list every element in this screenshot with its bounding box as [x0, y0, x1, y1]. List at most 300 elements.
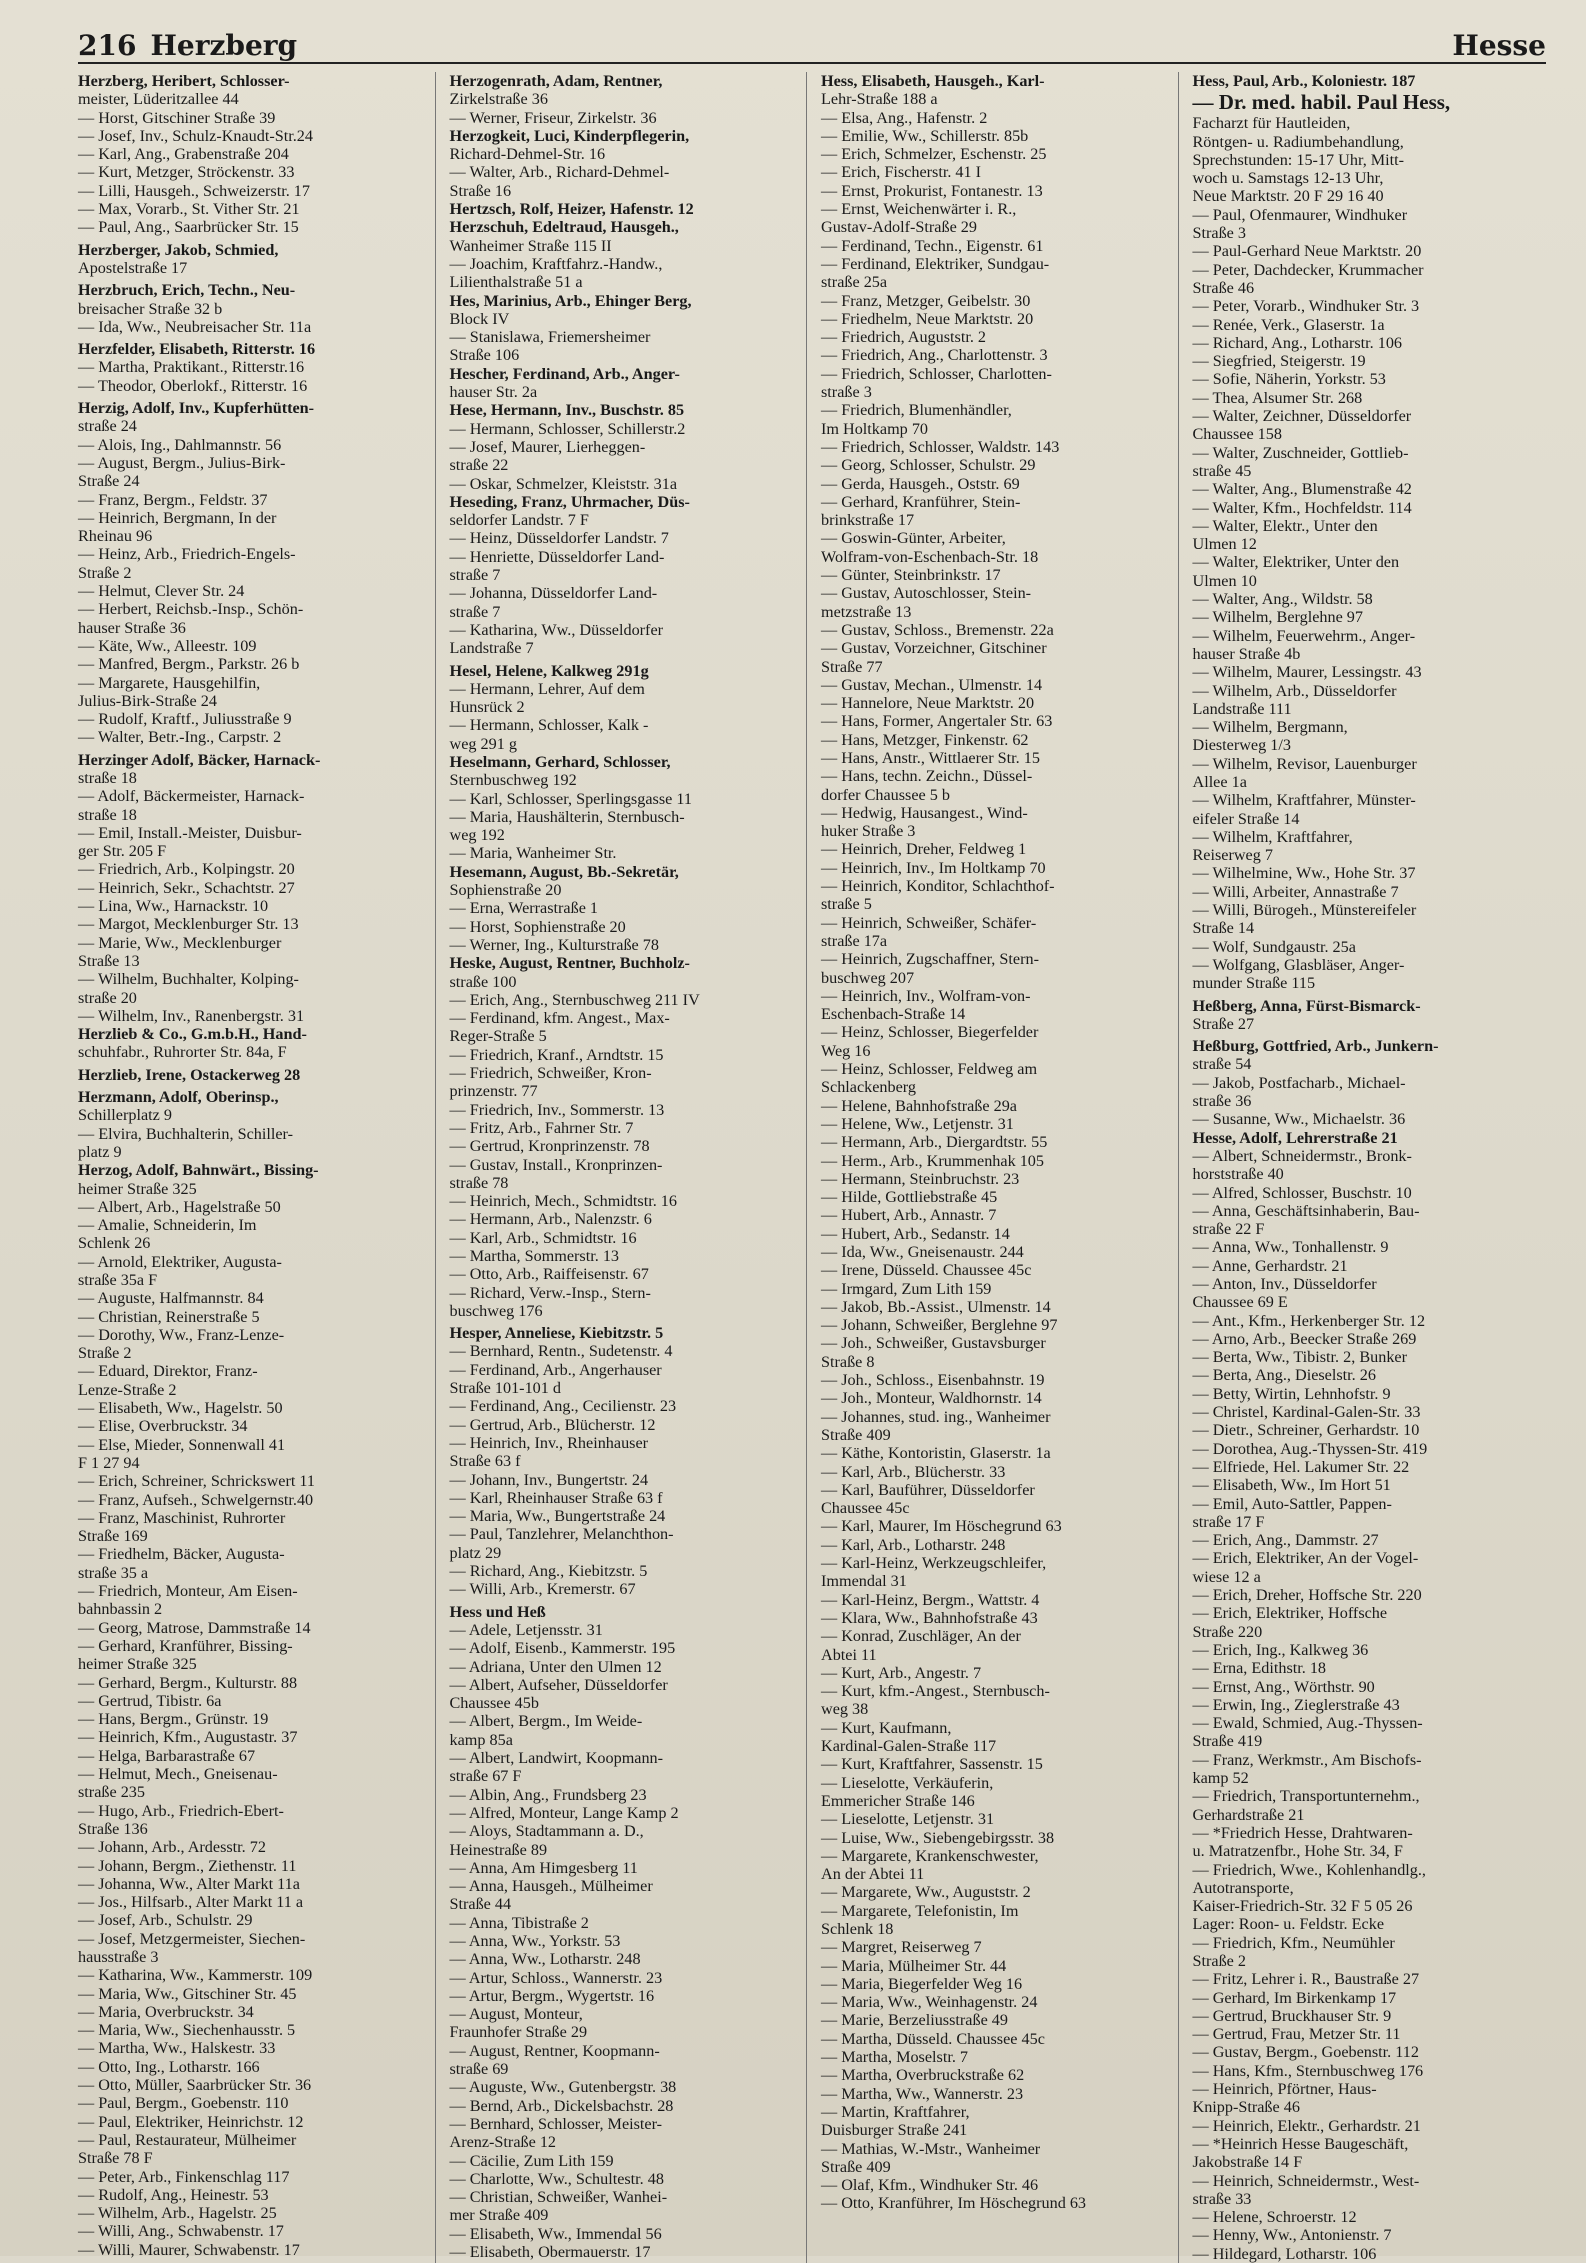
directory-entry: — Martha, Moselstr. 7: [821, 2048, 969, 2067]
directory-entry: — Elisabeth, Ww., Im Hort 51: [1192, 1476, 1391, 1495]
directory-entry: — Friedrich, Schlosser, Charlotten-: [821, 364, 1052, 383]
directory-entry: — Rudolf, Ang., Heinestr. 53: [78, 2185, 269, 2204]
directory-entry: — Martha, Ww., Wannerstr. 23: [821, 2084, 1024, 2103]
directory-entry: — Maria, Mülheimer Str. 44: [821, 1956, 1007, 1975]
directory-entry: — Lieselotte, Letjenstr. 31: [821, 1810, 995, 1829]
directory-entry: — Hans, techn. Zeichn., Düssel-: [821, 767, 1033, 786]
directory-entry: — Gertrud, Tibistr. 6a: [78, 1691, 222, 1710]
directory-entry: — Erich, Elektriker, Hoffsche: [1192, 1604, 1388, 1623]
directory-entry: — Heinrich, Schweißer, Schäfer-: [821, 913, 1037, 932]
directory-entry: — Adriana, Unter den Ulmen 12: [449, 1657, 662, 1676]
directory-entry: Arenz-Straße 12: [449, 2133, 557, 2152]
directory-entry: Straße 136: [78, 1819, 148, 1838]
directory-entry: straße 17a: [821, 931, 888, 950]
directory-entry: — Gerhard, Im Birkenkamp 17: [1192, 1988, 1397, 2007]
directory-entry: Landstraße 7: [449, 639, 534, 658]
directory-entry: Lenze-Straße 2: [78, 1380, 177, 1399]
directory-entry: woch u. Samstags 12-13 Uhr,: [1192, 169, 1384, 188]
directory-entry: — Anna, Geschäftsinhaberin, Bau-: [1192, 1201, 1420, 1220]
directory-entry: Hesper, Anneliese, Kiebitzstr. 5: [449, 1324, 664, 1343]
directory-entry: — Gustav, Bergm., Goebenstr. 112: [1192, 2043, 1419, 2062]
directory-entry: — Hans, Bergm., Grünstr. 19: [78, 1710, 269, 1729]
directory-entry: — Berta, Ang., Dieselstr. 26: [1192, 1366, 1376, 1385]
directory-entry: straße 45: [1192, 461, 1252, 480]
directory-entry: — Karl, Maurer, Im Höschegrund 63: [821, 1517, 1062, 1536]
directory-entry: — Artur, Bergm., Wygertstr. 16: [449, 1986, 655, 2005]
directory-entry: — Maria, Haushälterin, Sternbusch-: [449, 807, 685, 826]
directory-entry: — Willi, Bürogeh., Münstereifeler: [1192, 901, 1417, 920]
directory-entry: — Paul-Gerhard Neue Marktstr. 20: [1192, 242, 1422, 261]
directory-entry: bahnbassin 2: [78, 1600, 163, 1619]
directory-entry: Neue Marktstr. 20 F 29 16 40: [1192, 187, 1384, 206]
directory-entry: straße 54: [1192, 1055, 1252, 1074]
directory-entry: — Josef, Metzgermeister, Siechen-: [78, 1929, 306, 1948]
directory-entry: Block IV: [449, 309, 510, 328]
directory-entry: straße 69: [449, 2060, 509, 2079]
directory-entry: — Emil, Auto-Sattler, Pappen-: [1192, 1494, 1392, 1513]
directory-entry: — Hermann, Lehrer, Auf dem: [449, 679, 645, 698]
directory-entry: straße 33: [1192, 2189, 1252, 2208]
directory-entry: — Ferdinand, Elektriker, Sundgau-: [821, 254, 1050, 273]
directory-entry: — Johann, Inv., Bungertstr. 24: [449, 1470, 649, 1489]
directory-entry: — Kurt, Kaufmann,: [821, 1718, 952, 1737]
directory-entry: — August, Bergm., Julius-Birk-: [78, 453, 286, 472]
directory-entry: — Franz, Maschinist, Ruhrorter: [78, 1508, 286, 1527]
directory-entry: — Hermann, Arb., Diergardtstr. 55: [821, 1133, 1048, 1152]
directory-entry: Heseding, Franz, Uhrmacher, Düs-: [449, 492, 690, 511]
directory-entry: — Luise, Ww., Siebengebirgsstr. 38: [821, 1828, 1055, 1847]
directory-entry: Ulmen 10: [1192, 571, 1257, 590]
directory-entry: — Josef, Inv., Schulz-Knaudt-Str.24: [78, 126, 313, 145]
directory-entry: — Katharina, Ww., Kammerstr. 109: [78, 1966, 313, 1985]
directory-entry: straße 3: [821, 383, 872, 402]
directory-entry: Straße 16: [449, 181, 512, 200]
directory-entry: Kaiser-Friedrich-Str. 32 F 5 05 26: [1192, 1897, 1413, 1916]
directory-entry: — Heinrich, Sekr., Schachtstr. 27: [78, 878, 295, 897]
directory-entry: — Margarete, Hausgehilfin,: [78, 673, 261, 692]
directory-entry: brinkstraße 17: [821, 511, 915, 530]
directory-entry: Jakobstraße 14 F: [1192, 2153, 1303, 2172]
directory-entry: — Maria, Ww., Bungertstraße 24: [449, 1507, 666, 1526]
directory-entry: Herzinger Adolf, Bäcker, Harnack-: [78, 750, 321, 769]
directory-entry: — Anna, Ww., Lotharstr. 248: [449, 1950, 641, 1969]
directory-entry: — Joh., Schloss., Eisenbahnstr. 19: [821, 1371, 1045, 1390]
directory-entry: Straße 106: [449, 346, 520, 365]
directory-entry: kamp 85a: [449, 1730, 513, 1749]
directory-entry: — Horst, Gitschiner Straße 39: [78, 108, 276, 127]
header-left: [78, 29, 311, 62]
directory-entry: — Helene, Ww., Letjenstr. 31: [821, 1114, 1014, 1133]
directory-entry: — Willi, Ang., Schwabenstr. 17: [78, 2222, 284, 2241]
directory-entry: — Maria, Ww., Gitschiner Str. 45: [78, 1984, 297, 2003]
directory-entry: — Hans, Metzger, Finkenstr. 62: [821, 730, 1029, 749]
directory-entry: — Franz, Metzger, Geibelstr. 30: [821, 291, 1031, 310]
directory-entry: — Amalie, Schneiderin, Im: [78, 1216, 257, 1235]
directory-entry: — Erich, Ang., Sternbuschweg 211 IV: [449, 990, 700, 1009]
directory-entry: — Heinrich, Kfm., Augustastr. 37: [78, 1728, 298, 1747]
directory-entry: — Johann, Bergm., Ziethenstr. 11: [78, 1856, 297, 1875]
directory-entry: — Artur, Schloss., Wannerstr. 23: [449, 1968, 663, 1987]
directory-entry: — Maria, Ww., Siechenhausstr. 5: [78, 2021, 296, 2040]
directory-entry: Straße 409: [821, 1425, 891, 1444]
directory-entry: — Gustav, Install., Kronprinzen-: [449, 1155, 663, 1174]
directory-entry: — Heinz, Düsseldorfer Landstr. 7: [449, 529, 669, 548]
directory-entry: — Adele, Letjensstr. 31: [449, 1620, 603, 1639]
directory-entry: — Albert, Aufseher, Düsseldorfer: [449, 1675, 668, 1694]
directory-entry: — Otto, Müller, Saarbrücker Str. 36: [78, 2076, 312, 2095]
directory-entry: — Otto, Arb., Raiffeisenstr. 67: [449, 1265, 649, 1284]
directory-entry: — Bernhard, Schlosser, Meister-: [449, 2114, 663, 2133]
directory-entry: straße 22 F: [1192, 1220, 1265, 1239]
directory-entry: Hess, Paul, Arb., Koloniestr. 187: [1192, 72, 1416, 90]
directory-entry: — Joachim, Kraftfahrz.-Handw.,: [449, 254, 663, 273]
directory-entry: — Georg, Matrose, Dammstraße 14: [78, 1618, 311, 1637]
directory-entry: — Gustav, Schloss., Bremenstr. 22a: [821, 620, 1054, 639]
directory-entry: — Anna, Ww., Tonhallenstr. 9: [1192, 1238, 1389, 1257]
directory-entry: — Willi, Maurer, Schwabenstr. 17: [78, 2240, 300, 2259]
directory-entry: — Gerhard, Kranführer, Bissing-: [78, 1636, 293, 1655]
directory-entry: — Henriette, Düsseldorfer Land-: [449, 547, 665, 566]
directory-entry: hausstraße 3: [78, 1947, 159, 1966]
directory-entry: — Charlotte, Ww., Schultestr. 48: [449, 2169, 664, 2188]
directory-entry: — Erich, Fischerstr. 41 I: [821, 163, 982, 182]
directory-entry: straße 24: [78, 417, 137, 436]
column-4: [1187, 72, 1551, 2263]
directory-entry: — Siegfried, Steigerstr. 19: [1192, 352, 1366, 371]
directory-entry: — Cäcilie, Zum Lith 159: [449, 2151, 614, 2170]
page-header: [78, 14, 1546, 64]
directory-entry: — Friedrich, Schlosser, Waldstr. 143: [821, 437, 1060, 456]
directory-entry: Straße 2: [78, 563, 132, 582]
directory-entry: Heßberg, Anna, Fürst-Bismarck-: [1192, 996, 1421, 1015]
directory-entry: — Konrad, Zuschläger, An der: [821, 1627, 1021, 1646]
directory-entry: Sophienstraße 20: [449, 881, 562, 900]
directory-entry: — Ferdinand, Arb., Angerhauser: [449, 1360, 662, 1379]
directory-entry: eifeler Straße 14: [1192, 809, 1300, 828]
directory-entry: metzstraße 13: [821, 602, 912, 621]
directory-entry: Wanheimer Straße 115 II: [449, 236, 612, 255]
directory-entry: straße 67 F: [449, 1767, 522, 1786]
directory-entry: Straße 63 f: [449, 1452, 521, 1471]
directory-entry: — Auguste, Halfmannstr. 84: [78, 1289, 264, 1308]
directory-entry: — Kurt, kfm.-Angest., Sternbusch-: [821, 1682, 1050, 1701]
directory-entry: Röntgen- u. Radiumbehandlung,: [1192, 132, 1404, 151]
directory-entry: Herzogkeit, Luci, Kinderpflegerin,: [449, 126, 690, 145]
header-right-title: Hesse: [1452, 29, 1546, 62]
directory-entry: — Wolf, Sundgaustr. 25a: [1192, 937, 1356, 956]
directory-entry: — Erwin, Ing., Zieglerstraße 43: [1192, 1695, 1400, 1714]
directory-entry: — Johanna, Ww., Alter Markt 11a: [78, 1874, 300, 1893]
directory-entry: — Friedrich, Wwe., Kohlenhandlg.,: [1192, 1860, 1426, 1879]
directory-entry: horststraße 40: [1192, 1165, 1284, 1184]
directory-entry: An der Abtei 11: [821, 1865, 925, 1884]
directory-entry: — Hans, Anstr., Wittlaerer Str. 15: [821, 748, 1040, 767]
directory-entry: — Goswin-Günter, Arbeiter,: [821, 529, 1006, 548]
directory-entry: — Albert, Schneidermstr., Bronk-: [1192, 1146, 1412, 1165]
directory-entry: — Heinrich, Bergmann, In der: [78, 508, 277, 527]
directory-entry: Herzig, Adolf, Inv., Kupferhütten-: [78, 399, 315, 418]
directory-entry: — Wilhelm, Arb., Düsseldorfer: [1192, 681, 1397, 700]
directory-entry: — Christian, Reinerstraße 5: [78, 1307, 260, 1326]
directory-entry: — Margarete, Telefonistin, Im: [821, 1901, 1019, 1920]
directory-entry: — Wilhelm, Feuerwehrm., Anger-: [1192, 626, 1416, 645]
directory-entry: — Käte, Ww., Alleestr. 109: [78, 636, 257, 655]
directory-entry: Straße 46: [1192, 278, 1255, 297]
directory-entry: — Anne, Gerhardstr. 21: [1192, 1256, 1348, 1275]
directory-entry: Wolfram-von-Eschenbach-Str. 18: [821, 547, 1039, 566]
directory-entry: Ulmen 12: [1192, 535, 1257, 554]
directory-entry: — Adolf, Bäckermeister, Harnack-: [78, 787, 305, 806]
directory-entry: — Paul, Elektriker, Heinrichstr. 12: [78, 2112, 304, 2131]
directory-entry: schuhfabr., Ruhrorter Str. 84a, F: [78, 1043, 287, 1062]
directory-entry: — Elfriede, Hel. Lakumer Str. 22: [1192, 1457, 1410, 1476]
directory-entry: — Betty, Wirtin, Lehnhofstr. 9: [1192, 1384, 1391, 1403]
directory-entry: — Stanislawa, Friemersheimer: [449, 328, 651, 347]
directory-entry: — Elsa, Ang., Hafenstr. 2: [821, 108, 988, 127]
directory-entry: — Jos., Hilfsarb., Alter Markt 11 a: [78, 1893, 304, 1912]
directory-entry: — Margarete, Ww., Auguststr. 2: [821, 1883, 1031, 1902]
directory-entry: — Friedrich, Arb., Kolpingstr. 20: [78, 860, 295, 879]
directory-entry: huker Straße 3: [821, 822, 916, 841]
directory-entry: — Richard, Ang., Lotharstr. 106: [1192, 333, 1403, 352]
directory-entry: — Paul, Ofenmaurer, Windhuker: [1192, 205, 1408, 224]
directory-entry: — Hermann, Schlosser, Schillerstr.2: [449, 419, 686, 438]
directory-entry: — Maria, Overbruckstr. 34: [78, 2002, 254, 2021]
directory-entry: Heske, August, Rentner, Buchholz-: [449, 954, 690, 973]
directory-entry: — August, Monteur,: [449, 2005, 583, 2024]
directory-entry: — Heinrich, Dreher, Feldweg 1: [821, 840, 1027, 859]
directory-entry: — Friedrich, Ang., Charlottenstr. 3: [821, 346, 1048, 365]
directory-entry: — Olaf, Kfm., Windhuker Str. 46: [821, 2176, 1039, 2195]
directory-entry: wiese 12 a: [1192, 1567, 1261, 1586]
directory-entry: Straße 8: [821, 1352, 875, 1371]
directory-entry: — Heinrich, Elektr., Gerhardstr. 21: [1192, 2116, 1421, 2135]
directory-entry: — Paul, Bergm., Goebenstr. 110: [78, 2094, 289, 2113]
directory-entry: — Hannelore, Neue Marktstr. 20: [821, 694, 1035, 713]
directory-entry: straße 5: [821, 895, 872, 914]
directory-entry: — Werner, Ing., Kulturstraße 78: [449, 935, 659, 954]
directory-entry: — Maria, Wanheimer Str.: [449, 844, 617, 863]
directory-entry: — Johann, Arb., Ardesstr. 72: [78, 1838, 266, 1857]
directory-entry: Chaussee 45b: [449, 1694, 539, 1713]
directory-entry: — Gertrud, Frau, Metzer Str. 11: [1192, 2025, 1401, 2044]
directory-entry: — Alfred, Schlosser, Buschstr. 10: [1192, 1183, 1412, 1202]
directory-entry: — Hermann, Arb., Nalenzstr. 6: [449, 1210, 652, 1229]
directory-entry: — Heinrich, Inv., Rheinhauser: [449, 1433, 649, 1452]
directory-entry: — Werner, Friseur, Zirkelstr. 36: [449, 108, 657, 127]
directory-entry: Eschenbach-Straße 14: [821, 1005, 966, 1024]
directory-entry: Reiserweg 7: [1192, 846, 1273, 865]
directory-entry: F 1 27 94: [78, 1453, 140, 1472]
directory-entry: — Margarete, Krankenschwester,: [821, 1846, 1039, 1865]
directory-entry: — Wolfgang, Glasbläser, Anger-: [1192, 955, 1405, 974]
directory-entry: Im Holtkamp 70: [821, 419, 929, 438]
directory-entry: Straße 14: [1192, 919, 1255, 938]
directory-entry: — Ant., Kfm., Herkenberger Str. 12: [1192, 1311, 1426, 1330]
directory-entry: — Hans, Former, Angertaler Str. 63: [821, 712, 1053, 731]
directory-entry: — Martha, Overbruckstraße 62: [821, 2066, 1025, 2085]
directory-entry: — Friedrich, Transportunternehm.,: [1192, 1787, 1420, 1806]
directory-entry: — Erich, Ing., Kalkweg 36: [1192, 1640, 1369, 1659]
directory-entry: — Anton, Inv., Düsseldorfer: [1192, 1275, 1377, 1293]
directory-entry: Hes, Marinius, Arb., Ehinger Berg,: [449, 291, 692, 310]
directory-entry: — Heinrich, Inv., Wolfram-von-: [821, 986, 1031, 1005]
directory-entry: — Hilde, Gottliebstraße 45: [821, 1188, 998, 1207]
directory-entry: — Susanne, Ww., Michaelstr. 36: [1192, 1110, 1406, 1129]
directory-entry: Heßburg, Gottfried, Arb., Junkern-: [1192, 1037, 1439, 1056]
directory-entry: — Johannes, stud. ing., Wanheimer: [821, 1407, 1051, 1426]
directory-entry: — Josef, Maurer, Lierheggen-: [449, 437, 646, 456]
directory-entry: — Mathias, W.-Mstr., Wanheimer: [821, 2139, 1041, 2158]
directory-entry: Straße 77: [821, 657, 883, 676]
directory-entry: — Paul, Ang., Saarbrücker Str. 15: [78, 218, 299, 237]
directory-entry: Heinestraße 89: [449, 1840, 548, 1859]
directory-entry: — Willi, Arb., Kremerstr. 67: [449, 1580, 636, 1599]
directory-entry: — Christian, Schweißer, Wanhei-: [449, 2188, 668, 2207]
directory-entry: Gerhardstraße 21: [1192, 1805, 1305, 1824]
directory-entry: — Otto, Kranführer, Im Höschegrund 63: [821, 2194, 1087, 2213]
directory-entry: — Maria, Biegerfelder Weg 16: [821, 1974, 1023, 1993]
directory-entry: kamp 52: [1192, 1769, 1249, 1788]
directory-entry: — Hermann, Schlosser, Kalk -: [449, 716, 649, 735]
directory-entry: — Hubert, Arb., Sedanstr. 14: [821, 1224, 1010, 1243]
directory-entry: — Erna, Werrastraße 1: [449, 899, 599, 918]
directory-entry: Herzberg, Heribert, Schlosser-: [78, 72, 290, 90]
directory-entry: Abtei 11: [821, 1645, 877, 1664]
directory-entry: — Bernhard, Rentn., Sudetenstr. 4: [449, 1342, 673, 1361]
directory-entry: — August, Rentner, Koopmann-: [449, 2041, 660, 2060]
directory-entry: Straße 44: [449, 1895, 512, 1914]
directory-entry: — Anna, Tibistraße 2: [449, 1913, 589, 1932]
directory-entry: — Horst, Sophienstraße 20: [449, 917, 626, 936]
directory-entry: — Marie, Berzeliusstraße 49: [821, 2011, 1008, 2030]
directory-entry: — Wilhelmine, Ww., Hohe Str. 37: [1192, 864, 1416, 883]
directory-entry: — Auguste, Ww., Gutenbergstr. 38: [449, 2078, 677, 2097]
directory-entry: — Heinz, Schlosser, Feldweg am: [821, 1060, 1038, 1079]
directory-entry: — Heinrich, Konditor, Schlachthof-: [821, 877, 1055, 896]
directory-entry: Schlenk 18: [821, 1919, 894, 1938]
directory-entry: meister, Lüderitzallee 44: [78, 90, 239, 109]
directory-entry: — Friedrich, Monteur, Am Eisen-: [78, 1582, 298, 1601]
directory-entry: Diesterweg 1/3: [1192, 736, 1291, 755]
directory-entry: straße 18: [78, 805, 137, 824]
directory-entry: — Dorothy, Ww., Franz-Lenze-: [78, 1325, 285, 1344]
directory-entry: buschweg 176: [449, 1301, 543, 1320]
directory-entry: Hertzsch, Rolf, Heizer, Hafenstr. 12: [449, 200, 694, 219]
directory-entry: — Walter, Arb., Richard-Dehmel-: [449, 163, 670, 182]
directory-entry: Hess und Heß: [449, 1602, 546, 1621]
directory-entry: — Friedrich, Auguststr. 2: [821, 328, 987, 347]
directory-entry: — Arnold, Elektriker, Augusta-: [78, 1252, 282, 1271]
directory-entry: Herzbruch, Erich, Techn., Neu-: [78, 281, 296, 300]
directory-entry: — Jakob, Postfacharb., Michael-: [1192, 1073, 1406, 1092]
directory-entry: — Helene, Bahnhofstraße 29a: [821, 1096, 1017, 1115]
directory-entry: straße 35a F: [78, 1271, 158, 1289]
directory-entry: Herzmann, Adolf, Oberinsp.,: [78, 1088, 279, 1107]
directory-entry: Emmericher Straße 146: [821, 1791, 975, 1810]
directory-entry: — Johann, Schweißer, Berglehne 97: [821, 1316, 1058, 1335]
directory-entry: — Hubert, Arb., Annastr. 7: [821, 1206, 997, 1225]
directory-entry: Hess, Elisabeth, Hausgeh., Karl-: [821, 72, 1045, 90]
directory-entry: — *Friedrich Hesse, Drahtwaren-: [1192, 1823, 1413, 1842]
directory-entry: — Helga, Barbarastraße 67: [78, 1746, 256, 1765]
directory-entry: Schlackenberg: [821, 1078, 916, 1097]
directory-entry: — Martha, Praktikant., Ritterstr.16: [78, 358, 305, 377]
directory-entry: ger Str. 205 F: [78, 842, 167, 861]
directory-entry: — Emilie, Ww., Schillerstr. 85b: [821, 126, 1029, 145]
directory-entry: — Karl-Heinz, Werkzeugschleifer,: [821, 1554, 1047, 1573]
directory-entry: Herzschuh, Edeltraud, Hausgeh.,: [449, 218, 679, 237]
directory-entry: — Albert, Arb., Hagelstraße 50: [78, 1197, 281, 1216]
directory-entry: Straße 169: [78, 1527, 148, 1546]
directory-entry: — Gertrud, Kronprinzenstr. 78: [449, 1137, 650, 1156]
directory-entry: straße 17 F: [1192, 1512, 1265, 1531]
directory-entry: — Alois, Ing., Dahlmannstr. 56: [78, 435, 282, 454]
directory-entry: — Gerhard, Bergm., Kulturstr. 88: [78, 1673, 298, 1692]
directory-entry: — Heinrich, Inv., Im Holtkamp 70: [821, 858, 1046, 877]
directory-entry: Lilienthalstraße 51 a: [449, 273, 583, 292]
directory-entry: seldorfer Landstr. 7 F: [449, 511, 589, 530]
directory-entry: — Walter, Zeichner, Düsseldorfer: [1192, 407, 1412, 426]
directory-entry: — Karl, Arb., Blücherstr. 33: [821, 1462, 1006, 1481]
directory-entry: straße 235: [78, 1783, 145, 1802]
directory-entry: — Elisabeth, Ww., Immendal 56: [449, 2224, 662, 2243]
directory-entry: — Elisabeth, Ww., Hagelstr. 50: [78, 1399, 283, 1418]
directory-entry: — Ferdinand, Techn., Eigenstr. 61: [821, 236, 1044, 255]
directory-entry: prinzenstr. 77: [449, 1082, 538, 1101]
directory-entry: — Kurt, Kraftfahrer, Sassenstr. 15: [821, 1755, 1043, 1774]
directory-entry: — Georg, Schlosser, Schulstr. 29: [821, 456, 1036, 475]
directory-entry: — Helmut, Mech., Gneisenau-: [78, 1765, 278, 1784]
directory-entry: weg 38: [821, 1700, 869, 1719]
directory-entry: — Hans, Kfm., Sternbuschweg 176: [1192, 2061, 1424, 2080]
directory-entry: Herzog, Adolf, Bahnwärt., Bissing-: [78, 1161, 319, 1180]
directory-entry: — Erich, Schmelzer, Eschenstr. 25: [821, 145, 1047, 164]
directory-entry: Straße 27: [1192, 1014, 1255, 1033]
page-number: 216: [78, 29, 137, 62]
directory-entry: — Elvira, Buchhalterin, Schiller-: [78, 1124, 293, 1143]
directory-entry: — Friedhelm, Neue Marktstr. 20: [821, 309, 1034, 328]
directory-entry: Sprechstunden: 15-17 Uhr, Mitt-: [1192, 150, 1405, 169]
directory-entry: Schlenk 26: [78, 1234, 151, 1253]
directory-entry: Lehr-Straße 188 a: [821, 90, 938, 109]
directory-entry: — Renée, Verk., Glaserstr. 1a: [1192, 315, 1385, 334]
directory-entry: — Johanna, Düsseldorfer Land-: [449, 584, 658, 603]
directory-entry: Apostelstraße 17: [78, 258, 188, 277]
directory-columns: [72, 72, 1550, 2263]
directory-entry: mer Straße 409: [449, 2206, 549, 2225]
directory-entry: buschweg 207: [821, 968, 915, 987]
directory-entry: — Willi, Arbeiter, Annastraße 7: [1192, 882, 1399, 901]
directory-entry: — Ida, Ww., Gneisenaustr. 244: [821, 1243, 1024, 1261]
directory-entry: — Friedrich, Blumenhändler,: [821, 401, 1012, 420]
directory-entry: Kardinal-Galen-Straße 117: [821, 1737, 997, 1756]
directory-entry: straße 35 a: [78, 1563, 149, 1582]
directory-entry: — Aloys, Stadtammann a. D.,: [449, 1822, 644, 1841]
directory-entry: — Katharina, Ww., Düsseldorfer: [449, 620, 664, 639]
directory-entry: Herzlieb, Irene, Ostackerweg 28: [78, 1065, 301, 1084]
directory-entry: weg 291 g: [449, 734, 517, 753]
directory-entry: — Friedrich, Inv., Sommerstr. 13: [449, 1100, 665, 1119]
directory-entry: Schillerplatz 9: [78, 1106, 172, 1125]
directory-entry: — Herm., Arb., Krummenhak 105: [821, 1151, 1044, 1170]
directory-entry: — Heinrich, Zugschaffner, Stern-: [821, 950, 1039, 969]
directory-entry: — Friedrich, Kfm., Neumühler: [1192, 1933, 1395, 1952]
directory-entry: straße 18: [78, 768, 137, 787]
directory-entry: — Dorothea, Aug.-Thyssen-Str. 419: [1192, 1439, 1428, 1458]
directory-entry: Julius-Birk-Straße 24: [78, 691, 217, 710]
directory-entry: — Margot, Mecklenburger Str. 13: [78, 915, 299, 934]
